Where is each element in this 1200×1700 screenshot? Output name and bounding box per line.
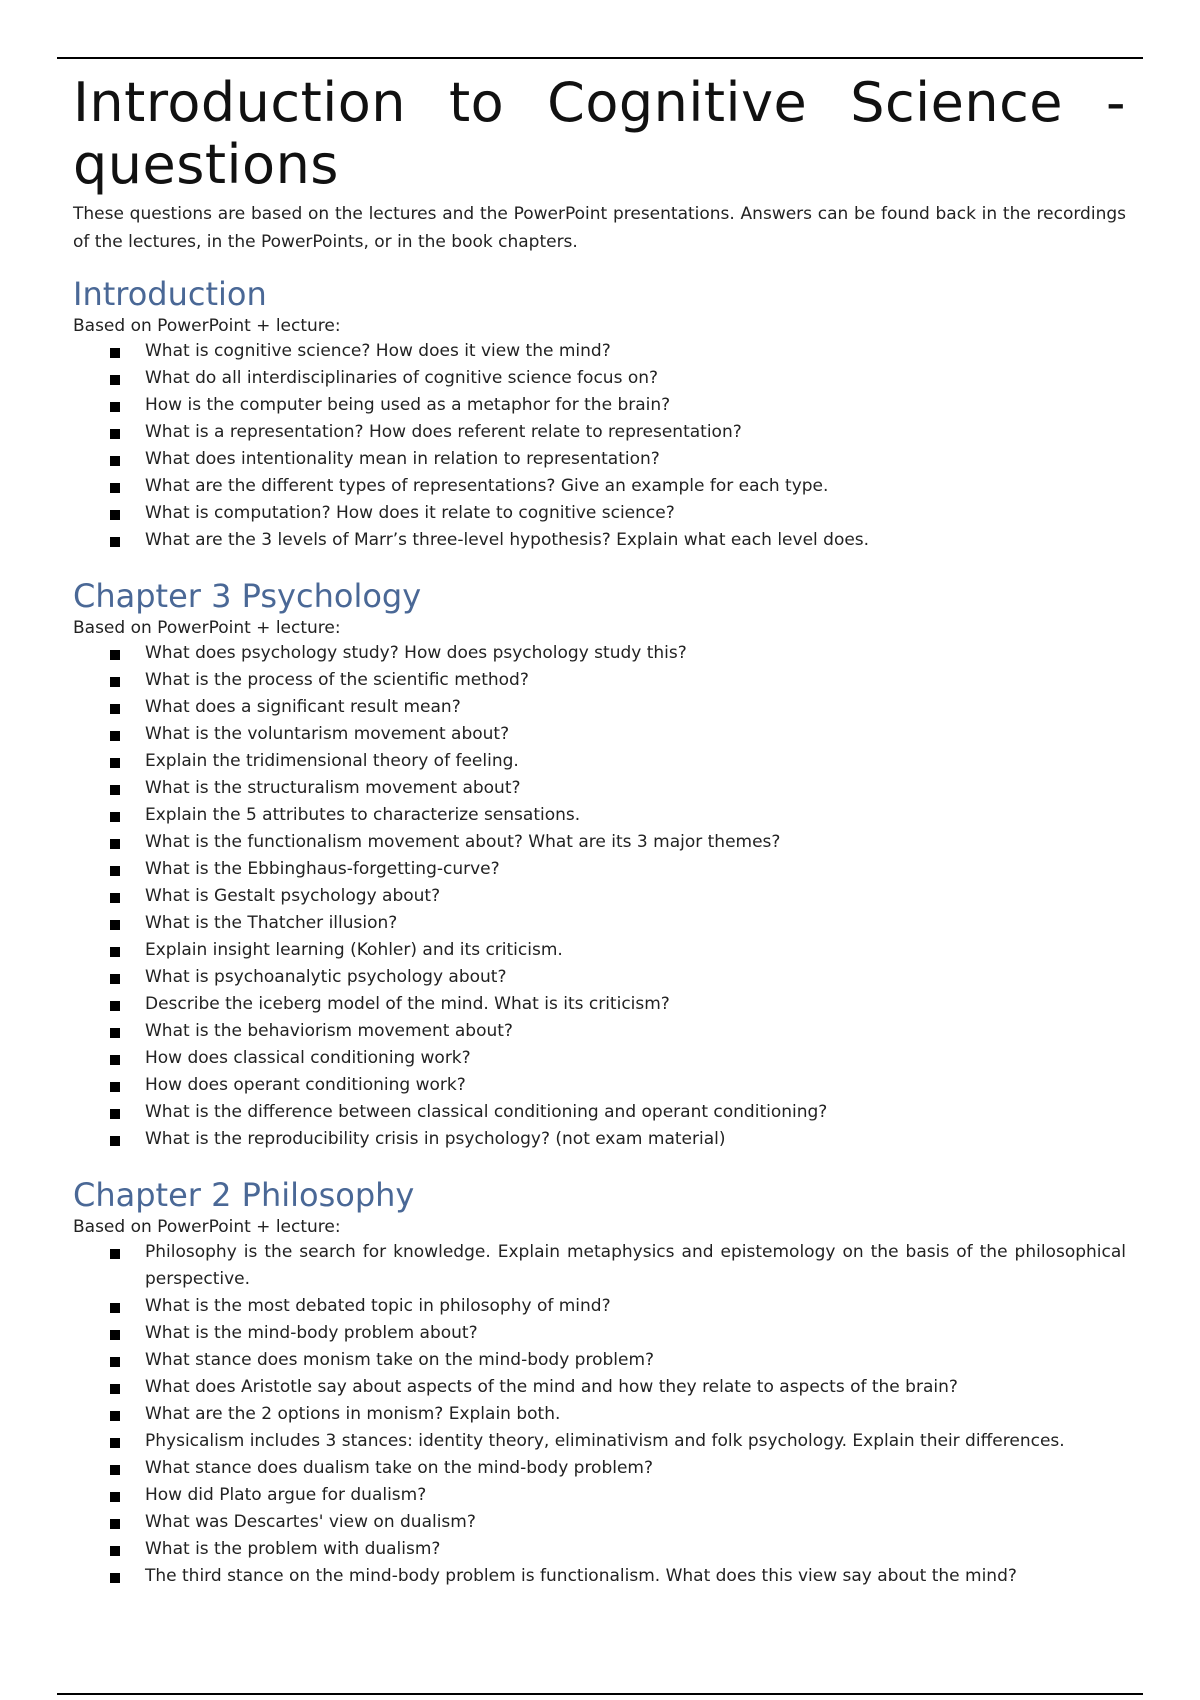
question-text: What is the problem with dualism?: [145, 1539, 441, 1559]
bottom-rule: [57, 1693, 1143, 1695]
list-item: [110, 500, 1126, 527]
list-item: [110, 446, 1126, 473]
question-text: What stance does dualism take on the mind-body problem?: [145, 1458, 654, 1478]
bullet-square-icon: [110, 1109, 120, 1119]
question-text: Explain the 5 attributes to characterize sensations.: [145, 805, 581, 825]
list-item: [110, 1126, 1126, 1153]
list-item: [110, 748, 1126, 775]
list-item: [110, 1509, 1126, 1536]
list-item: [110, 991, 1126, 1018]
list-item: [110, 1482, 1126, 1509]
list-item: [110, 1347, 1126, 1374]
question-list: [73, 1239, 1126, 1590]
section-introduction: [73, 274, 1126, 554]
section-heading: Introduction: [73, 275, 267, 313]
list-item: [110, 1536, 1126, 1563]
question-text: What is a representation? How does referent relate to representation?: [145, 422, 742, 442]
question-text: Describe the iceberg model of the mind. What is its criticism?: [145, 994, 670, 1014]
question-text: What is the mind-body problem about?: [145, 1323, 478, 1343]
question-text: Explain the tridimensional theory of feeling.: [145, 751, 519, 771]
section-heading: Chapter 2 Philosophy: [73, 1176, 415, 1214]
question-text: What stance does monism take on the mind-body problem?: [145, 1350, 655, 1370]
list-item: [110, 1428, 1126, 1455]
list-item: [110, 856, 1126, 883]
section-note: Based on PowerPoint + lecture:: [73, 316, 341, 336]
bullet-square-icon: [110, 812, 120, 822]
bullet-square-icon: [110, 375, 120, 385]
bullet-square-icon: [110, 1357, 120, 1367]
list-item: [110, 829, 1126, 856]
bullet-square-icon: [110, 429, 120, 439]
question-text: What is the voluntarism movement about?: [145, 724, 510, 744]
bullet-square-icon: [110, 1330, 120, 1340]
question-text: How does operant conditioning work?: [145, 1075, 466, 1095]
title-word: Introduction: [73, 71, 407, 134]
list-item: [110, 1239, 1126, 1293]
question-text: What is computation? How does it relate to cognitive science?: [145, 503, 675, 523]
list-item: [110, 1320, 1126, 1347]
bullet-square-icon: [110, 893, 120, 903]
question-text: What do all interdisciplinaries of cognitive science focus on?: [145, 368, 659, 388]
section-heading: Chapter 3 Psychology: [73, 577, 422, 615]
bullet-square-icon: [110, 731, 120, 741]
list-item: [110, 1072, 1126, 1099]
list-item: [110, 527, 1126, 554]
list-item: [110, 1293, 1126, 1320]
bullet-square-icon: [110, 1519, 120, 1529]
question-text: What is Gestalt psychology about?: [145, 886, 441, 906]
list-item: [110, 338, 1126, 365]
list-item: [110, 1045, 1126, 1072]
section-psychology: [73, 576, 1126, 1153]
list-item: [110, 392, 1126, 419]
list-item: [110, 1455, 1126, 1482]
bullet-square-icon: [110, 947, 120, 957]
question-text: What does Aristotle say about aspects of the mind and how they relate to aspects of the brain?: [145, 1377, 958, 1397]
question-text: What is cognitive science? How does it view the mind?: [145, 341, 611, 361]
intro-paragraph: These questions are based on the lectures and the PowerPoint presentations. Answers can be found back in the recordings of the lectures, in the PowerPoints, or in the book chapters.: [73, 204, 1126, 252]
question-text: What are the 2 options in monism? Explain both.: [145, 1404, 561, 1424]
bullet-square-icon: [110, 1438, 120, 1448]
bullet-square-icon: [110, 1573, 120, 1583]
section-note: Based on PowerPoint + lecture:: [73, 618, 341, 638]
question-text: What is the process of the scientific method?: [145, 670, 529, 690]
question-text: How did Plato argue for dualism?: [145, 1485, 427, 1505]
title-word: Cognitive: [547, 71, 808, 134]
list-item: [110, 667, 1126, 694]
question-text: What are the 3 levels of Marr’s three-level hypothesis? Explain what each level does.: [145, 530, 870, 550]
title-word: to: [448, 71, 505, 134]
bullet-square-icon: [110, 1136, 120, 1146]
bullet-square-icon: [110, 456, 120, 466]
question-text: Physicalism includes 3 stances: identity theory, eliminativism and folk psychology. Explain their differences.: [145, 1431, 1065, 1451]
list-item: [110, 1099, 1126, 1126]
bullet-square-icon: [110, 1001, 120, 1011]
question-list: [73, 338, 1126, 554]
bullet-square-icon: [110, 920, 120, 930]
question-text: What is the Ebbinghaus-forgetting-curve?: [145, 859, 500, 879]
list-item: [110, 1401, 1126, 1428]
list-item: [110, 694, 1126, 721]
page-title: [73, 72, 1126, 196]
list-item: [110, 365, 1126, 392]
bullet-square-icon: [110, 1384, 120, 1394]
question-text: What was Descartes' view on dualism?: [145, 1512, 476, 1532]
bullet-square-icon: [110, 1028, 120, 1038]
bullet-square-icon: [110, 1411, 120, 1421]
list-item: [110, 419, 1126, 446]
bullet-square-icon: [110, 1546, 120, 1556]
list-item: [110, 473, 1126, 500]
bullet-square-icon: [110, 1465, 120, 1475]
question-text: Philosophy is the search for knowledge. Explain metaphysics and epistemology on the basis of the philosophical perspective.: [145, 1242, 1126, 1289]
question-text: What is the behaviorism movement about?: [145, 1021, 513, 1041]
bullet-square-icon: [110, 483, 120, 493]
question-text: What is the structuralism movement about?: [145, 778, 521, 798]
list-item: [110, 802, 1126, 829]
top-rule: [57, 57, 1143, 59]
bullet-square-icon: [110, 348, 120, 358]
bullet-square-icon: [110, 785, 120, 795]
list-item: [110, 883, 1126, 910]
section-philosophy: [73, 1175, 1126, 1590]
question-text: The third stance on the mind-body problem is functionalism. What does this view say about the mind?: [145, 1566, 1017, 1586]
question-text: What is the Thatcher illusion?: [145, 913, 398, 933]
bullet-square-icon: [110, 1249, 120, 1259]
bullet-square-icon: [110, 974, 120, 984]
bullet-square-icon: [110, 1082, 120, 1092]
question-list: [73, 640, 1126, 1153]
question-text: How is the computer being used as a metaphor for the brain?: [145, 395, 671, 415]
title-line-1: [73, 72, 1126, 134]
bullet-square-icon: [110, 704, 120, 714]
question-text: What are the different types of representations? Give an example for each type.: [145, 476, 829, 496]
bullet-square-icon: [110, 650, 120, 660]
bullet-square-icon: [110, 1303, 120, 1313]
bullet-square-icon: [110, 677, 120, 687]
bullet-square-icon: [110, 839, 120, 849]
bullet-square-icon: [110, 510, 120, 520]
question-text: What does psychology study? How does psychology study this?: [145, 643, 687, 663]
list-item: [110, 964, 1126, 991]
list-item: [110, 1018, 1126, 1045]
question-text: What is the reproducibility crisis in psychology? (not exam material): [145, 1129, 726, 1149]
title-word: Science: [850, 71, 1064, 134]
list-item: [110, 721, 1126, 748]
bullet-square-icon: [110, 402, 120, 412]
title-line-2: questions: [73, 133, 339, 196]
question-text: What does a significant result mean?: [145, 697, 461, 717]
document-body: [73, 72, 1126, 1590]
question-text: Explain insight learning (Kohler) and its criticism.: [145, 940, 563, 960]
question-text: What is psychoanalytic psychology about?: [145, 967, 507, 987]
question-text: What is the difference between classical conditioning and operant conditioning?: [145, 1102, 828, 1122]
bullet-square-icon: [110, 1055, 120, 1065]
list-item: [110, 937, 1126, 964]
question-text: What is the functionalism movement about? What are its 3 major themes?: [145, 832, 781, 852]
bullet-square-icon: [110, 758, 120, 768]
list-item: [110, 910, 1126, 937]
list-item: [110, 1374, 1126, 1401]
bullet-square-icon: [110, 537, 120, 547]
list-item: [110, 1563, 1126, 1590]
section-note: Based on PowerPoint + lecture:: [73, 1217, 341, 1237]
bullet-square-icon: [110, 866, 120, 876]
list-item: [110, 640, 1126, 667]
question-text: How does classical conditioning work?: [145, 1048, 471, 1068]
title-word: -: [1106, 71, 1126, 134]
question-text: What does intentionality mean in relation to representation?: [145, 449, 660, 469]
list-item: [110, 775, 1126, 802]
question-text: What is the most debated topic in philosophy of mind?: [145, 1296, 611, 1316]
bullet-square-icon: [110, 1492, 120, 1502]
